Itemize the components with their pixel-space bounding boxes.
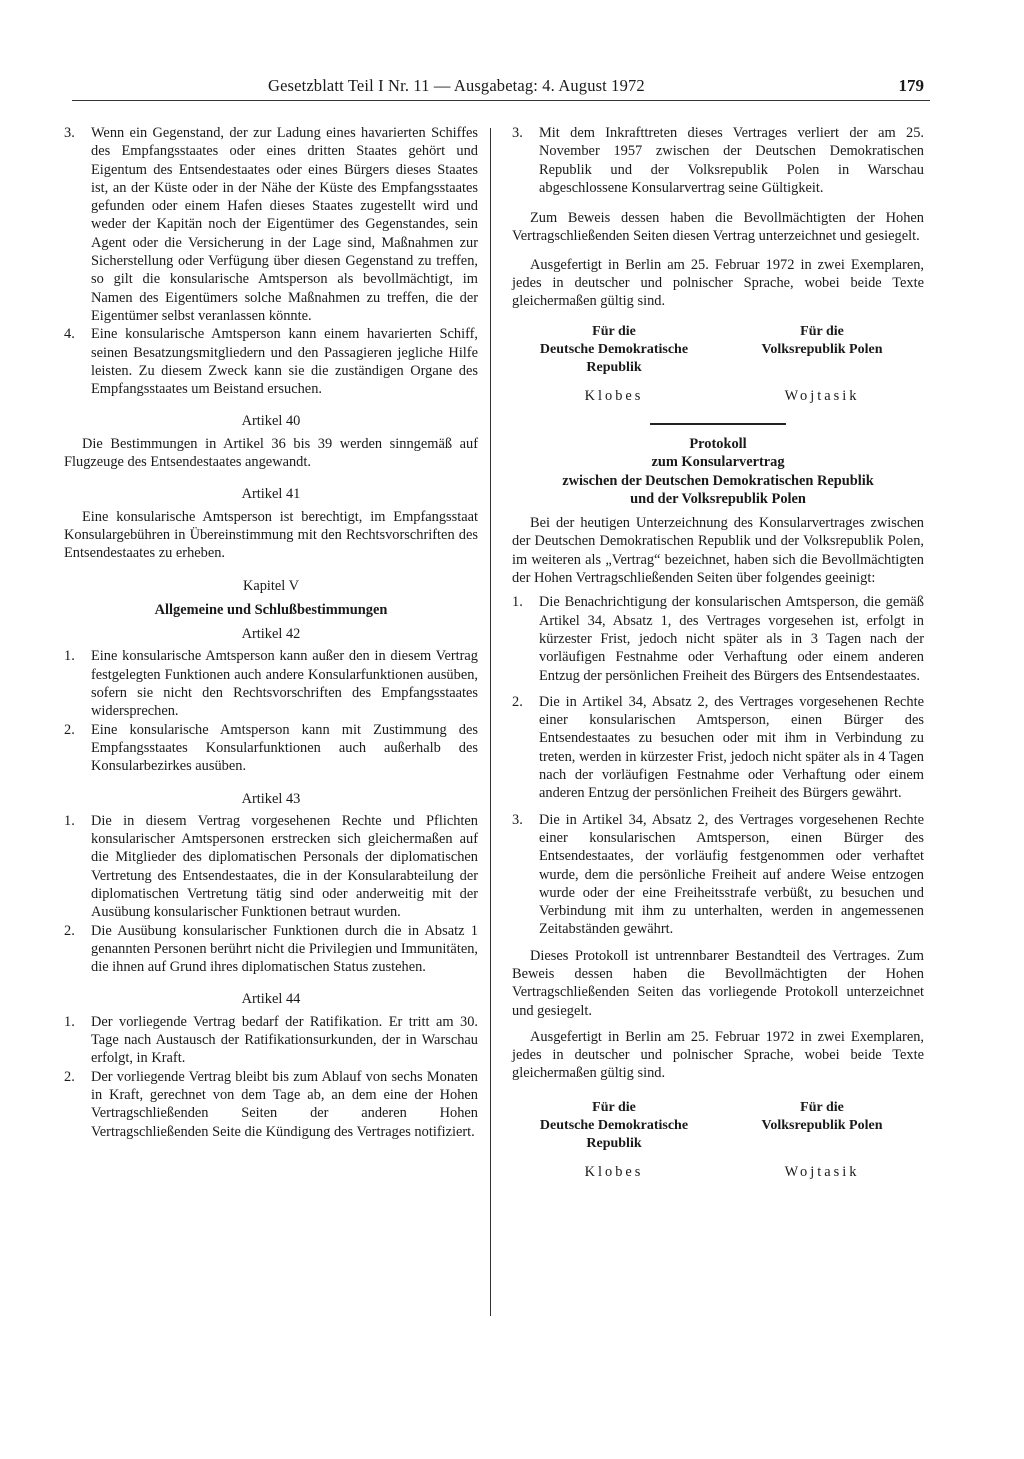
item-number: 3. xyxy=(512,811,523,828)
signature-country: Deutsche Demokratische Republik xyxy=(539,1117,689,1151)
list-item xyxy=(64,1013,478,1068)
signatory-name: Klobes xyxy=(584,387,644,404)
witness-clause: Zum Beweis dessen haben die Bevollmächtigten der Hohen Vertragschließenden Seiten diesen Vertrag unterzeichnet und gesiegelt. xyxy=(512,210,924,245)
signature-country: Deutsche Demokratische Republik xyxy=(539,341,689,375)
chapter-title: Allgemeine und Schlußbestimmungen xyxy=(154,601,388,618)
item-text: Eine konsularische Amtsperson kann außer den in diesem Vertrag festgelegten Funktionen auch andere Konsularfunktionen ausüben, sofern sie nicht den Rechtsvorschriften des Empfangsstaates widersprechen. xyxy=(91,648,478,720)
page-number: 179 xyxy=(898,76,924,95)
item-text: Der vorliegende Vertrag bedarf der Ratifikation. Er tritt am 30. Tage nach Austausch der Ratifikationsurkunden, der in Warschau erfolgt, in Kraft. xyxy=(91,1013,478,1067)
signature-for: Für die xyxy=(800,323,844,339)
list-item xyxy=(64,1068,478,1141)
right-column xyxy=(512,124,924,1181)
signature-for: Für die xyxy=(592,1099,636,1115)
list-item xyxy=(64,721,478,776)
list-item xyxy=(512,124,924,197)
signature-poland xyxy=(726,323,918,405)
item-number: 3. xyxy=(512,125,523,141)
item-number: 2. xyxy=(512,693,523,710)
item-text: Eine konsularische Amtsperson kann einem havarierten Schiff, seinen Besatzungsmitgliedern und den Passagieren jegliche Hilfe leisten. Zu diesem Zweck kann sie die zuständigen Organe des Empfangsstaates um Beistand ersuchen. xyxy=(91,326,478,398)
column-divider xyxy=(490,128,491,1316)
list-item xyxy=(512,593,924,684)
item-number: 1. xyxy=(64,648,75,665)
signature-country: Volksrepublik Polen xyxy=(761,1117,883,1133)
item-number: 1. xyxy=(64,1013,75,1030)
item-number: 2. xyxy=(64,1068,75,1085)
signature-for: Für die xyxy=(800,1099,844,1115)
item-number: 1. xyxy=(512,594,523,611)
protocol-integral-clause: Dieses Protokoll ist untrennbarer Bestandteil des Vertrages. Zum Beweis dessen haben die Bevollmächtigten der Hohen Vertragschließenden Seiten das vorliegende Protokoll unterzeichnet und gesiegelt. xyxy=(512,947,924,1019)
list-item xyxy=(512,811,924,939)
protocol-intro: Bei der heutigen Unterzeichnung des Konsularvertrages zwischen der Deutschen Demokratischen Republik und der Volksrepublik Polen, im weiteren als „Vertrag“ bezeichnet, haben sich die Bevollmächtigten der Hohen Vertragschließenden Seiten über folgendes geeinigt: xyxy=(512,515,924,587)
done-at-clause: Ausgefertigt in Berlin am 25. Februar 1972 in zwei Exemplaren, jedes in deutscher und polnischer Sprache, wobei beide Texte gleichermaßen gültig sind. xyxy=(512,256,924,310)
protocol-title: Protokoll xyxy=(689,435,747,452)
signatory-name: Wojtasik xyxy=(784,387,860,404)
signature-poland xyxy=(726,1099,918,1181)
left-column xyxy=(64,124,478,1141)
item-text: Die in Artikel 34, Absatz 2, des Vertrages vorgesehenen Rechte einer konsularischen Amtsperson, einen Bürger des Entsendestaates zu besuchen oder mit ihm in Verbindung zu treten, werden in kürzester Frist, jedoch nicht später als in 4 Tagen nach der vorläufigen Festnahme oder Verhaftung oder einem anderen Entzug der persönlichen Freiheit des Bürgers gewährt. xyxy=(539,693,924,802)
item-text: Die in diesem Vertrag vorgesehenen Rechte und Pflichten konsularischer Amtspersonen erstrecken sich gleichermaßen auf die Mitglieder des diplomatischen Personals der diplomatischen Vertretung des Entsendestaates, die in der Konsularabteilung der diplomatischen Vertretung tätig sind oder anderweitig mit der Ausübung konsularischer Funktionen betraut wurden. xyxy=(91,812,478,921)
item-text: Mit dem Inkrafttreten dieses Vertrages verliert der am 25. November 1957 zwischen der Deutschen Demokratischen Republik und der Volksrepublik Polen in Warschau abgeschlossene Konsularvertrag seine Gültigkeit. xyxy=(539,125,924,196)
list-item xyxy=(64,124,478,325)
signature-block xyxy=(512,323,924,405)
item-text: Die Ausübung konsularischer Funktionen durch die in Absatz 1 genannten Personen berührt nicht die Privilegien und Immunitäten, die ihnen auf Grund ihres diplomatischen Status zustehen. xyxy=(91,922,478,976)
article-heading: Artikel 44 xyxy=(241,991,301,1008)
item-number: 2. xyxy=(64,721,75,738)
item-number: 3. xyxy=(64,125,75,141)
page-header xyxy=(72,70,930,101)
chapter-heading: Kapitel V xyxy=(242,577,300,594)
article-text: Eine konsularische Amtsperson ist berechtigt, im Empfangsstaat Konsulargebühren in Übereinstimmung mit den Rechtsvorschriften des Entsendestaates zu erheben. xyxy=(64,508,478,562)
signature-ddr xyxy=(518,323,710,405)
signatory-name: Wojtasik xyxy=(784,1163,860,1180)
protocol-title: und der Volksrepublik Polen xyxy=(630,490,806,507)
protocol-title: zum Konsularvertrag xyxy=(651,454,785,471)
item-text: Eine konsularische Amtsperson kann mit Zustimmung des Empfangsstaates Konsularfunktionen auch außerhalb des Konsularbezirkes ausüben. xyxy=(91,721,478,775)
item-text: Die Benachrichtigung der konsularischen Amtsperson, die gemäß Artikel 34, Absatz 1, des Vertrages vorgesehen ist, erfolgt in kürzester Frist, jedoch nicht später als in 3 Tagen nach der vorläufigen Festnahme oder Verhaftung oder einem anderen Entzug der persönlichen Freiheit des Bürgers des Entsendestaates. xyxy=(539,594,924,684)
header-title: Gesetzblatt Teil I Nr. 11 — Ausgabetag: 4. August 1972 xyxy=(268,76,645,95)
signature-block xyxy=(512,1099,924,1181)
article-heading: Artikel 43 xyxy=(241,790,301,807)
signatory-name: Klobes xyxy=(584,1163,644,1180)
signature-for: Für die xyxy=(592,323,636,339)
item-text: Der vorliegende Vertrag bleibt bis zum Ablauf von sechs Monaten in Kraft, gerechnet von dem Tage ab, an dem eine der Hohen Vertragschließenden Seiten der anderen Hohen Vertragschließenden Seite die Kündigung des Vertrages notifiziert. xyxy=(91,1068,478,1140)
article-heading: Artikel 41 xyxy=(241,486,301,503)
list-item xyxy=(64,647,478,720)
signature-country: Volksrepublik Polen xyxy=(761,341,883,357)
item-text: Wenn ein Gegenstand, der zur Ladung eines havarierten Schiffes des Empfangsstaates oder eines dritten Staates gehört und Eigentum des Entsendestaates oder eines Bürgers dieses Staates ist, an der Küste oder in der Nähe der Küste des Empfangsstaates gefunden oder einem Hafen dieses Staates zugestellt wird und weder der Kapitän noch der Eigentümer des Gegenstandes, sein Agent oder die Versicherung in der Lage sind, Maßnahmen zur Sicherstellung oder Verfügung über diesen Gegenstand zu treffen, so gilt die konsularische Amtsperson als bevollmächtigt, im Namen des Eigentümers solche Maßnahmen zu treffen, die der Eigentümer selbst veranlassen könnte. xyxy=(91,125,478,324)
item-number: 2. xyxy=(64,922,75,939)
item-number: 1. xyxy=(64,812,75,829)
list-item xyxy=(64,812,478,922)
item-text: Die in Artikel 34, Absatz 2, des Vertrages vorgesehenen Rechte einer konsularischen Amtsperson, einen Bürger des Entsendestaates, der vorläufig festgenommen oder verhaftet wurde, dem die persönliche Freiheit auf andere Weise entzogen wurde oder der eine Freiheitsstrafe verbüßt, zu besuchen und Verbindung mit ihm zu unterhalten, werden in angemessenen Zeitabständen gewährt. xyxy=(539,811,924,938)
article-text: Die Bestimmungen in Artikel 36 bis 39 werden sinngemäß auf Flugzeuge des Entsendestaates angewandt. xyxy=(64,435,478,471)
article-heading: Artikel 42 xyxy=(241,626,301,643)
list-item xyxy=(512,693,924,803)
signature-ddr xyxy=(518,1099,710,1181)
list-item xyxy=(64,922,478,977)
item-number: 4. xyxy=(64,326,75,343)
done-at-clause: Ausgefertigt in Berlin am 25. Februar 1972 in zwei Exemplaren, jedes in deutscher und polnischer Sprache, wobei beide Texte gleichermaßen gültig sind. xyxy=(512,1028,924,1082)
protocol-title: zwischen der Deutschen Demokratischen Republik xyxy=(562,472,874,489)
list-item xyxy=(64,325,478,398)
article-heading: Artikel 40 xyxy=(241,413,301,430)
